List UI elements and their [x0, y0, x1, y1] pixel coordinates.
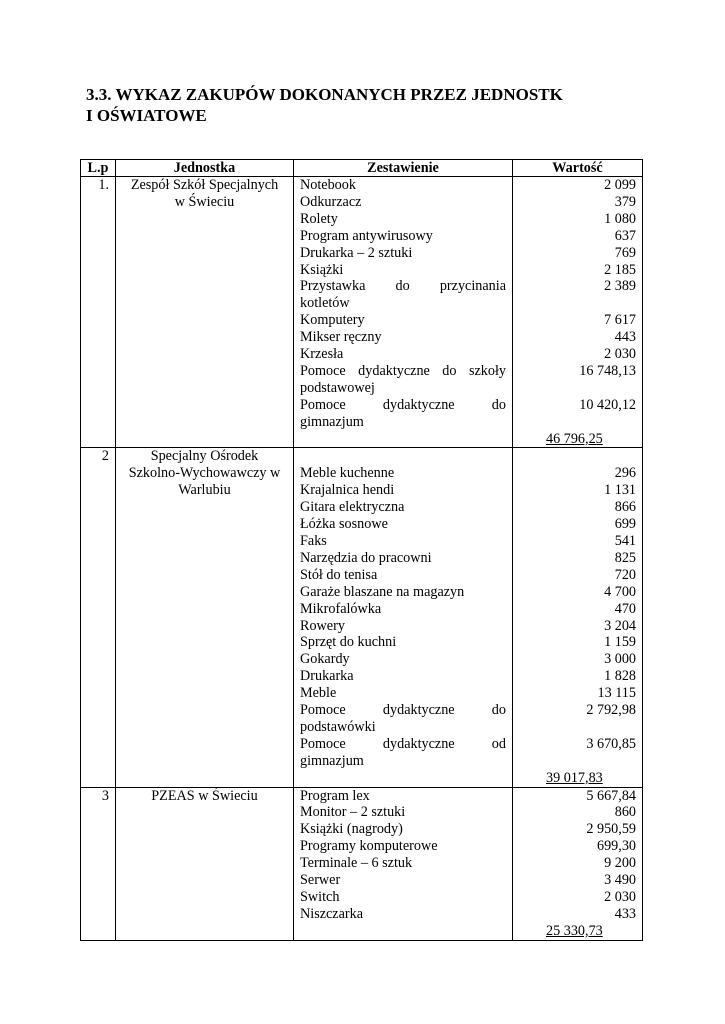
value: 1 828	[604, 668, 636, 685]
list-item: Garaże blaszane na magazyn	[300, 583, 465, 600]
value: 866	[614, 499, 636, 516]
row-number: 3	[81, 787, 116, 940]
value: 379	[614, 193, 636, 210]
row-number: 2	[81, 448, 116, 787]
value: 2 185	[604, 261, 636, 278]
value: 769	[614, 244, 636, 261]
header-row	[81, 160, 643, 177]
list-item: Meble kuchenne	[300, 465, 395, 482]
items-list	[294, 448, 513, 787]
list-item: Switch	[300, 888, 340, 905]
value: 541	[614, 532, 636, 549]
header-zestawienie: Zestawienie	[294, 160, 513, 177]
total-value	[513, 770, 636, 787]
value: 2 792,98	[586, 702, 636, 719]
value: 296	[614, 465, 636, 482]
table-row	[81, 787, 643, 940]
list-item: Program antywirusowy	[300, 227, 433, 244]
title-line-2: I OŚWIATOWE	[86, 106, 207, 125]
value: 3 670,85	[586, 735, 636, 752]
value: 637	[614, 227, 636, 244]
list-item: Monitor – 2 sztuki	[300, 804, 406, 821]
list-item: Program lex	[300, 787, 370, 804]
list-item: Odkurzacz	[300, 193, 362, 210]
value: 699,30	[596, 838, 636, 855]
value: 10 420,12	[579, 396, 636, 413]
list-item: Krajalnica hendi	[300, 482, 395, 499]
list-item: Meble	[300, 685, 337, 702]
list-item: Rolety	[300, 210, 338, 227]
list-item: Przystawka do przycinania kotletów	[300, 278, 506, 312]
value: 1 080	[604, 210, 636, 227]
list-item: Mikrofalówka	[300, 600, 382, 617]
list-item: Książki	[300, 261, 344, 278]
value: 2 099	[604, 177, 636, 193]
list-item: Książki (nagrody)	[300, 821, 403, 838]
value: 9 200	[604, 855, 636, 872]
value: 1 131	[604, 482, 636, 499]
values-list	[513, 787, 643, 940]
list-item: Terminale – 6 sztuk	[300, 855, 413, 872]
value: 2 950,59	[586, 821, 636, 838]
items-list	[294, 787, 513, 940]
unit-name	[116, 177, 294, 448]
list-item: Rowery	[300, 617, 345, 634]
row-number: 1.	[81, 177, 116, 448]
value: 825	[614, 549, 636, 566]
value: 3 490	[604, 872, 636, 889]
unit-name	[116, 448, 294, 787]
values-list	[513, 177, 643, 448]
header-lp: L.p	[81, 160, 116, 177]
page-title	[86, 84, 686, 126]
unit-name-line: w Świeciu	[174, 193, 235, 210]
list-item: Gitara elektryczna	[300, 499, 405, 516]
value: 2 030	[604, 888, 636, 905]
list-item: Pomoce dydaktyczne do gimnazjum	[300, 396, 506, 430]
unit-name-line: Szkolno-Wychowawczy w	[128, 465, 281, 482]
value: 3 204	[604, 617, 636, 634]
list-item: Drukarka	[300, 668, 354, 685]
list-item: Mikser ręczny	[300, 329, 382, 346]
value: 3 000	[604, 651, 636, 668]
value: 470	[614, 600, 636, 617]
unit-name-line: Zespół Szkół Specjalnych	[130, 177, 279, 193]
purchases-table	[80, 159, 643, 941]
table-row	[81, 448, 643, 787]
list-item: Narzędzia do pracowni	[300, 549, 432, 566]
list-item: Gokardy	[300, 651, 350, 668]
list-item: Stół do tenisa	[300, 566, 378, 583]
value: 7 617	[604, 312, 636, 329]
total-value	[513, 923, 636, 940]
value: 720	[614, 566, 636, 583]
list-item: Notebook	[300, 177, 356, 193]
header-wartosc: Wartość	[513, 160, 643, 177]
list-item: Sprzęt do kuchni	[300, 634, 397, 651]
title-line-1: 3.3. WYKAZ ZAKUPÓW DOKONANYCH PRZEZ JEDNOSTK	[86, 85, 563, 104]
unit-name-line: PZEAS w Świeciu	[151, 787, 258, 804]
list-item: Serwer	[300, 872, 341, 889]
list-item: Niszczarka	[300, 905, 364, 922]
list-item: Pomoce dydaktyczne do podstawówki	[300, 702, 506, 735]
value: 860	[614, 804, 636, 821]
total-text: 25 330,73	[546, 922, 603, 939]
total-text: 39 017,83	[546, 769, 603, 786]
total-value	[513, 431, 636, 448]
value: 2 389	[604, 278, 636, 295]
list-item: Komputery	[300, 312, 365, 329]
list-item: Łóżka sosnowe	[300, 516, 388, 533]
total-text: 46 796,25	[546, 430, 603, 447]
list-item: Programy komputerowe	[300, 838, 438, 855]
values-list	[513, 448, 643, 787]
value: 16 748,13	[579, 362, 636, 379]
value: 1 159	[604, 634, 636, 651]
table-row	[81, 177, 643, 448]
list-item: Faks	[300, 532, 327, 549]
value: 2 030	[604, 346, 636, 363]
value: 699	[614, 516, 636, 533]
list-item: Drukarka – 2 sztuki	[300, 244, 413, 261]
list-item: Krzesła	[300, 346, 344, 363]
items-list	[294, 177, 513, 448]
unit-name	[116, 787, 294, 940]
value: 13 115	[597, 685, 636, 702]
value: 443	[614, 329, 636, 346]
list-item: Pomoce dydaktyczne do szkoły podstawowej	[300, 362, 506, 396]
value: 5 667,84	[586, 787, 636, 804]
value: 433	[614, 905, 636, 922]
unit-name-line: Specjalny Ośrodek	[150, 448, 259, 465]
header-jednostka: Jednostka	[116, 160, 294, 177]
list-item: Pomoce dydaktyczne od gimnazjum	[300, 735, 506, 769]
unit-name-line: Warlubiu	[178, 482, 231, 499]
value: 4 700	[604, 583, 636, 600]
